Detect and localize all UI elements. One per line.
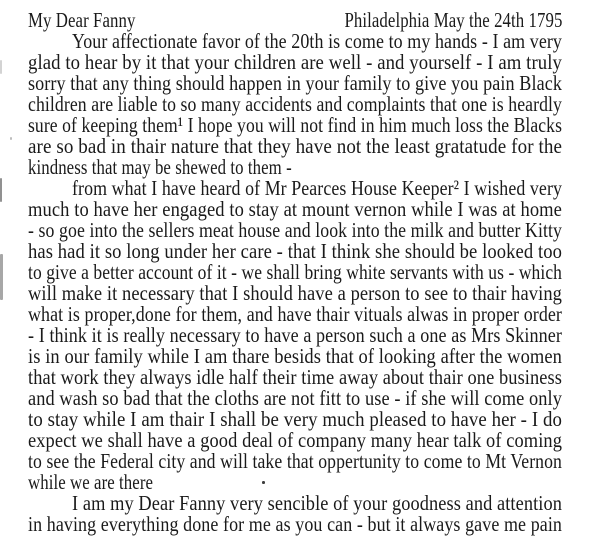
letter-line <box>72 31 562 52</box>
letter-header-row <box>28 10 562 31</box>
letter-line-text: glad to hear by it that your children are well - and yourself - I am truly <box>28 50 562 74</box>
letter-line <box>28 115 562 136</box>
letter-line <box>28 304 562 325</box>
letter-line-text: and wash so bad that the cloths are not fitt to use - if she will come only <box>28 386 562 410</box>
letter-line <box>28 346 562 367</box>
letter-line-text: children are liable to so many accidents and complaints that one is heardly <box>28 92 562 116</box>
letter-line <box>28 514 562 535</box>
letter-line <box>28 199 562 220</box>
scan-speck-artifact <box>10 137 12 140</box>
letter-line-text: what is proper,done for them, and have thair vituals alwas in proper order <box>28 302 562 326</box>
dateline: Philadelphia May the 24th 1795 <box>344 8 562 32</box>
letter-line <box>28 283 562 304</box>
letter-line <box>28 94 562 115</box>
letter-line-text: are so bad in thair nature that they have not the least gratatude for the <box>28 134 562 158</box>
scan-edge-artifact <box>0 254 3 300</box>
letter-line-paragraph-end <box>28 157 562 178</box>
letter-line-text: is in our family while I am thare besids that of looking after the women <box>28 344 562 368</box>
letter-line-text: sorry that any thing should happen in your family to give you pain Black <box>28 71 562 95</box>
letter-line <box>28 388 562 409</box>
salutation: My Dear Fanny <box>28 8 136 32</box>
letter-line-text: kindness that may be shewed to them - <box>28 155 292 179</box>
letter-line <box>28 325 562 346</box>
letter-line <box>72 493 562 514</box>
letter-line-text: in having everything done for me as you can - but it always gave me pain <box>28 512 562 536</box>
letter-line <box>28 409 562 430</box>
letter-line-text: to give a better account of it - we shall bring white servants with us - which <box>28 260 562 284</box>
letter-line <box>28 241 562 262</box>
letter-line <box>28 52 562 73</box>
letter-line-text: has had it so long under her care - that I think she should be looked too <box>28 239 562 263</box>
letter-line <box>28 451 562 472</box>
letter-line <box>28 430 562 451</box>
scan-edge-artifact <box>0 60 2 74</box>
letter-line-text: to stay while I am thair I shall be very much pleased to have her - I do <box>28 407 562 431</box>
letter-line-text: will make it necessary that I should have a person to see to thair having <box>28 281 562 305</box>
letter-line-text: while we are there <box>28 470 154 494</box>
letter-line-text: to see the Federal city and will take that oppertunity to come to Mt Vernon <box>28 449 562 473</box>
letter-line <box>28 367 562 388</box>
letter-line-text: - I think it is really necessary to have a person such a one as Mrs Skinner <box>28 323 562 347</box>
scan-edge-artifact <box>0 178 2 202</box>
letter-line-text: Your affectionate favor of the 20th is come to my hands - I am very <box>72 29 562 53</box>
letter-line <box>28 136 562 157</box>
letter-body <box>28 10 562 535</box>
stray-ink-dot <box>262 481 265 484</box>
letter-line-text: I am my Dear Fanny very sencible of your goodness and attention <box>72 491 562 515</box>
letter-line-text: that work they always idle half their time away about thair one business <box>28 365 562 389</box>
letter-line-text: from what I have heard of Mr Pearces House Keeper² I wished very <box>72 176 562 200</box>
letter-line-paragraph-end <box>28 472 562 493</box>
letter-line-text: - so goe into the sellers meat house and look into the milk and butter Kitty <box>28 218 562 242</box>
letter-line-text: sure of keeping them¹ I hope you will not find in him much loss the Blacks <box>28 113 562 137</box>
letter-line <box>28 220 562 241</box>
letter-line <box>28 262 562 283</box>
letter-line-text: expect we shall have a good deal of company many hear talk of coming <box>28 428 562 452</box>
letter-line-text: much to have her engaged to stay at mount vernon while I was at home <box>28 197 562 221</box>
letter-line <box>72 178 562 199</box>
letter-line <box>28 73 562 94</box>
